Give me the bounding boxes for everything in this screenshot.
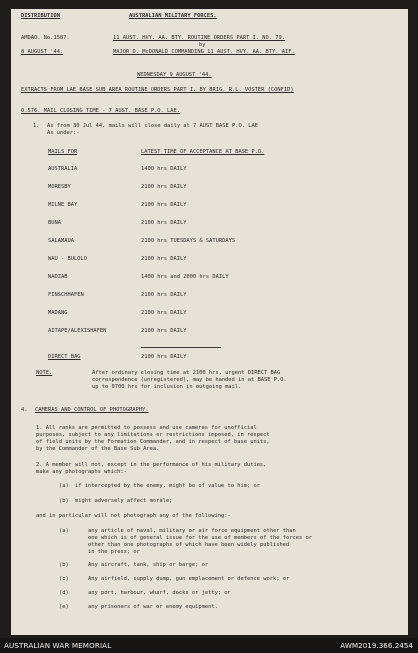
and-line: and in particular will not photograph any of the following:- <box>36 513 231 519</box>
order-date: 8 AUGUST '44. <box>21 49 64 55</box>
cameras-para1-line4: by the Commander of the Base Sub Area. <box>36 446 160 452</box>
note-line-2: correspondence (unregistered), may be handed in at BASE P.O. <box>92 377 287 383</box>
table-row-dest: MILNE BAY <box>48 202 78 208</box>
note-line-3: up to 0700 hrs for inclusion in outgoing mail. <box>92 384 242 390</box>
archive-footer <box>0 638 418 653</box>
table-row-time: 2100 hrs DAILY <box>141 292 187 298</box>
table-row-time: 2100 hrs DAILY <box>141 310 187 316</box>
distribution-label: DISTRIBUTION <box>21 13 60 19</box>
mail-heading: O.576. MAIL CLOSING TIME - 7 AUST. BASE P.O. LAE. <box>21 108 181 114</box>
table-row-time: 2100 hrs DAILY <box>141 256 187 262</box>
table-row-dest: AITAPE/ALEXISHAFEN <box>48 328 107 334</box>
table-row-time: 2100 hrs DAILY <box>141 328 187 334</box>
by-label: by <box>199 42 206 48</box>
mail-intro-line-2: As under:- <box>47 130 80 136</box>
table-divider <box>141 347 221 348</box>
agency-title: AUSTRALIAN MILITARY FORCES. <box>129 13 217 19</box>
footer-accession-number: AWM2019.366.2454 <box>340 641 413 650</box>
table-row-dest: BUNA <box>48 220 61 226</box>
mail-intro-number: 1. <box>33 123 40 129</box>
cameras-para2-line2: make any photographs which:- <box>36 469 127 475</box>
clause-a-text: if intercepted by the enemy, might be of value to him; or <box>75 483 260 489</box>
table-row-dest: MORESBY <box>48 184 71 190</box>
note-line-1: After ordinary closing time at 2100 hrs, urgent DIRECT BAG <box>92 370 281 376</box>
extract-line: EXTRACTS FROM LAE BASE SUB AREA ROUTINE ORDERS PART I. BY BRIG. R.L. VOSTER (CONFID) <box>21 87 294 93</box>
cameras-para1-line2: purposes, subject to any limitations or restrictions imposed, in respect <box>36 432 270 438</box>
item-text-line1: any port, harbour, wharf, docks or jetty; or <box>88 590 231 596</box>
amdao-number: AMDAO. No.1587. <box>21 35 70 41</box>
item-label: (d) <box>59 590 69 596</box>
table-row-dest: WAU - BULOLO <box>48 256 87 262</box>
table-row-time: 1400 hrs DAILY <box>141 166 187 172</box>
item-text-line1: any prisoners of war or enemy equipment. <box>88 604 218 610</box>
table-row-dest: MADANG <box>48 310 68 316</box>
table-row-dest: AUSTRALIA <box>48 166 78 172</box>
document-page <box>11 9 408 635</box>
commander-line: MAJOR D. McDONALD COMMANDING 11 AUST. HVY. AA. BTY. AIF. <box>113 49 295 55</box>
clause-b-text: might adversely affect morale; <box>75 498 173 504</box>
item-text-line4: in the press; or <box>88 549 140 555</box>
item-label: (b) <box>59 562 69 568</box>
item-label: (a) <box>59 528 69 534</box>
item-label: (e) <box>59 604 69 610</box>
item-label: (c) <box>59 576 69 582</box>
table-row-dest: FINSCHHAFEN <box>48 292 84 298</box>
column-latest-time: LATEST TIME OF ACCEPTANCE AT BASE P.O. <box>141 149 265 155</box>
direct-bag-label: DIRECT BAG <box>48 354 81 360</box>
footer-institution: AUSTRALIAN WAR MEMORIAL <box>4 641 112 650</box>
table-row-dest: SALAMAUA <box>48 238 74 244</box>
column-mails-for: MAILS FOR <box>48 149 78 155</box>
table-row-time: 2100 hrs DAILY <box>141 220 187 226</box>
item-text-line1: any article of naval, military or air force equipment other than <box>88 528 296 534</box>
mail-intro-line-1: As from 30 Jul 44, mails will close daily at 7 AUST BASE P.O. LAE <box>47 123 258 129</box>
note-label: NOTE. <box>36 370 53 376</box>
item-text-line3: other than one photographs of which have been widely published <box>88 542 290 548</box>
table-row-time: 2100 hrs DAILY <box>141 184 187 190</box>
clause-b-label: (b) <box>59 498 69 504</box>
item-text-line2: one which is of general issue for the use of members of the forces or <box>88 535 312 541</box>
item-text-line1: Any aircraft, tank, ship or barge; or <box>88 562 209 568</box>
table-row-dest: NADZAB <box>48 274 68 280</box>
date-line: WEDNESDAY 9 AUGUST '44. <box>137 72 212 78</box>
cameras-para2-line1: 2. A member will not, except in the performance of his military duties, <box>36 462 267 468</box>
cameras-heading-number: 4. <box>21 407 28 413</box>
direct-bag-time: 2100 hrs DAILY <box>141 354 187 360</box>
table-row-time: 1400 hrs and 2000 hrs DAILY <box>141 274 229 280</box>
table-row-time: 2100 hrs DAILY <box>141 202 187 208</box>
clause-a-label: (a) <box>59 483 69 489</box>
item-text-line1: Any airfield, supply dump, gun emplacement or defence work; or <box>88 576 290 582</box>
table-row-time: 2100 hrs TUESDAYS & SATURDAYS <box>141 238 236 244</box>
cameras-para1-line3: of field units by the Formation Commander, and in respect of base units, <box>36 439 270 445</box>
routine-order-reference: 11 AUST. HVY. AA. BTY. ROUTINE ORDERS PART I. NO. 79. <box>113 35 286 41</box>
cameras-para1-line1: 1. All ranks are permitted to possess and use cameras for unofficial <box>36 425 257 431</box>
cameras-heading: CAMERAS AND CONTROL OF PHOTOGRAPHY. <box>35 407 149 413</box>
